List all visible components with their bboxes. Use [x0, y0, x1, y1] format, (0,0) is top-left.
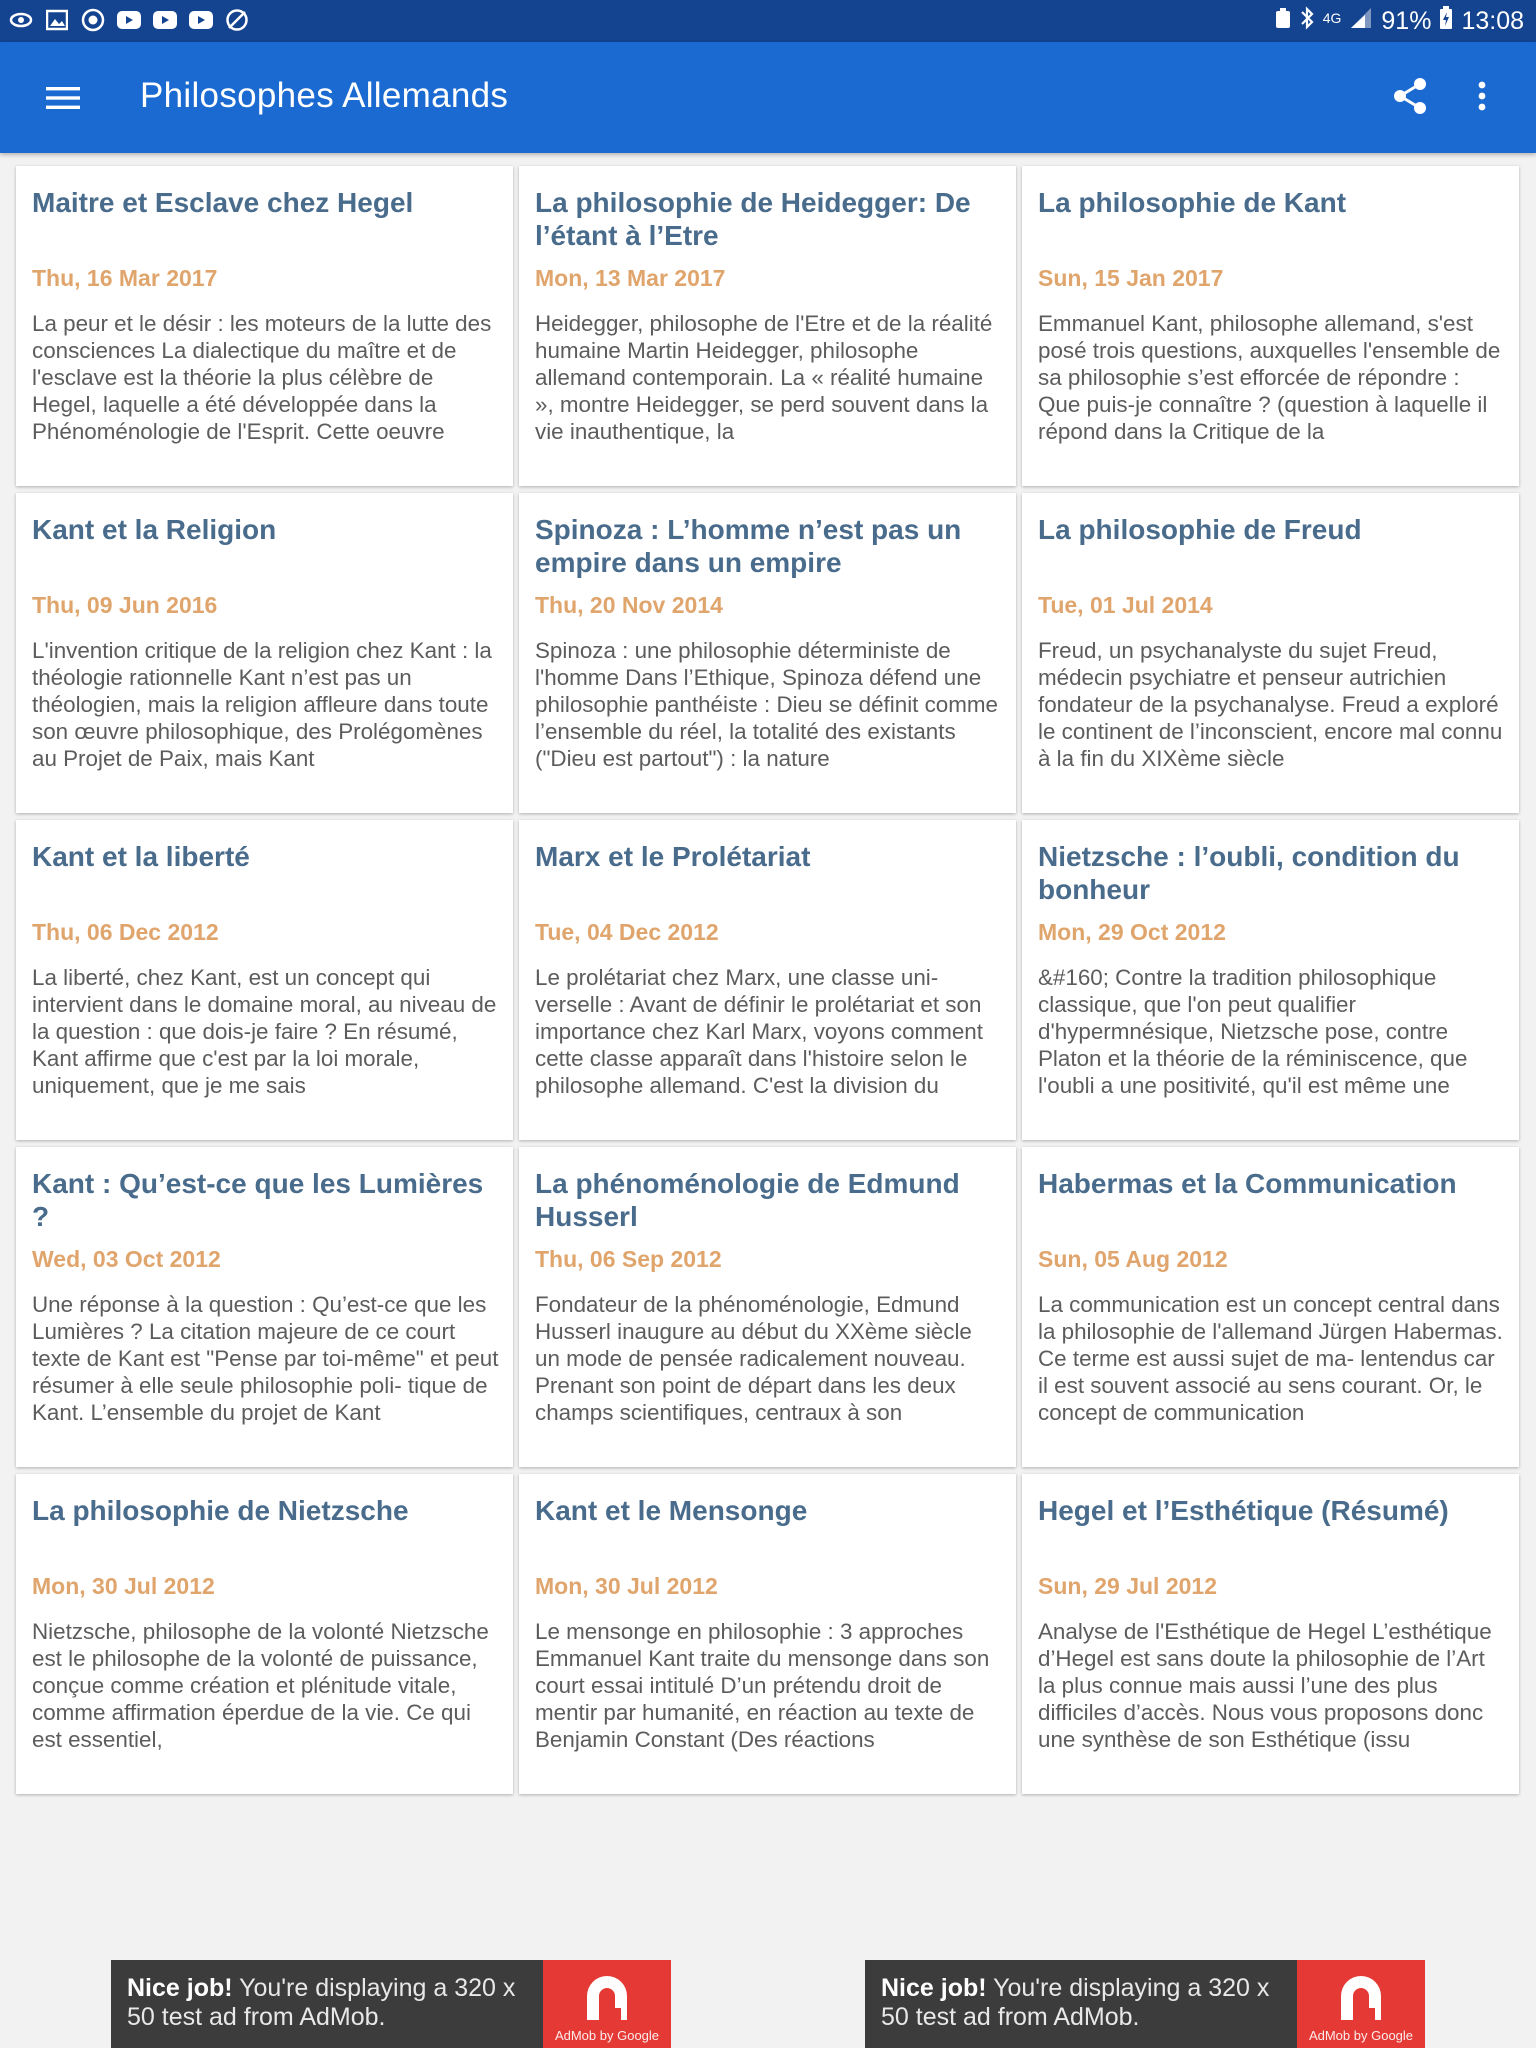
article-card[interactable] — [519, 820, 1016, 1140]
article-excerpt: L'invention critique de la religion chez Kant : la théologie rationnelle Kant n’est pas un théologien, mais la religion affleure dans toute son œuvre philosophique, des Prolégomènes au Projet de Paix, mais Kant — [32, 638, 492, 771]
signal-icon — [1349, 7, 1373, 36]
admob-logo — [543, 1960, 671, 2048]
article-date: Thu, 20 Nov 2014 — [535, 592, 723, 618]
sync-notification-icon — [8, 8, 34, 32]
article-card[interactable] — [519, 493, 1016, 813]
admob-logo — [1297, 1960, 1425, 2048]
article-date: Tue, 01 Jul 2014 — [1038, 592, 1213, 618]
article-date: Sun, 05 Aug 2012 — [1038, 1246, 1228, 1272]
blocked-notification-icon — [224, 8, 250, 32]
article-date: Sun, 15 Jan 2017 — [1038, 265, 1224, 291]
article-date: Sun, 29 Jul 2012 — [1038, 1573, 1217, 1599]
ad-headline: Nice job! — [881, 1974, 987, 2002]
article-title: La philosophie de Freud — [1038, 514, 1362, 545]
article-card[interactable] — [519, 1147, 1016, 1467]
article-title: Hegel et l’Esthétique (Résumé) — [1038, 1495, 1449, 1526]
ad-text — [127, 1974, 547, 2032]
article-title: La philosophie de Kant — [1038, 187, 1347, 218]
article-date: Thu, 06 Dec 2012 — [32, 919, 219, 945]
app-title: Philosophes Allemands — [140, 76, 509, 115]
article-excerpt: La peur et le désir : les moteurs de la lutte des consciences La dialectique du maître et de l'esclave est la théorie la plus célèbre de Hegel, laquelle a été développée dans la Phénoménologie de l'Esprit. Cette oeuvre — [32, 311, 492, 444]
notification-icons — [8, 8, 250, 32]
youtube-notification-icon — [116, 8, 142, 32]
article-excerpt: Fondateur de la phénoménologie, Edmund Husserl inaugure au début du XXème siècle un mode de pensée radicalement nouveau. Prenant son point de départ dans les deux champs scientifiques, centraux à son — [535, 1292, 972, 1425]
article-date: Mon, 29 Oct 2012 — [1038, 919, 1226, 945]
bluetooth-icon — [1299, 6, 1315, 37]
article-title: Kant et la Religion — [32, 514, 277, 545]
ad-text — [881, 1974, 1301, 2032]
article-excerpt: Une réponse à la question : Qu’est-ce que les Lumières ? La citation majeure de ce court texte de Kant est "Pense par toi-même" et peut résumer à elle seule philosophie poli- tique de Kant. L’ensemble du projet de Kant — [32, 1292, 499, 1425]
article-card[interactable] — [16, 1474, 513, 1794]
app-bar — [0, 42, 1536, 153]
target-notification-icon — [80, 8, 106, 32]
article-card[interactable] — [1022, 1474, 1519, 1794]
youtube-notification-icon — [152, 8, 178, 32]
ad-banner[interactable] — [111, 1960, 671, 2048]
article-card[interactable] — [16, 493, 513, 813]
alarm-icon — [1275, 7, 1291, 36]
article-date: Thu, 16 Mar 2017 — [32, 265, 218, 291]
ad-body: You're displaying a 320 x 50 test ad from AdMob. — [881, 1974, 1270, 2031]
article-date: Mon, 13 Mar 2017 — [535, 265, 726, 291]
admob-brand: AdMob by Google — [554, 2028, 660, 2043]
article-date: Thu, 06 Sep 2012 — [535, 1246, 722, 1272]
ad-body: You're displaying a 320 x 50 test ad from AdMob. — [127, 1974, 516, 2031]
article-title: Nietzsche : l’oubli, condition du bonheur — [1038, 841, 1460, 905]
youtube-notification-icon — [188, 8, 214, 32]
article-date: Mon, 30 Jul 2012 — [535, 1573, 718, 1599]
article-card[interactable] — [1022, 493, 1519, 813]
article-title: La philosophie de Heidegger: De l’étant à l’Etre — [535, 187, 971, 251]
article-excerpt: Analyse de l'Esthétique de Hegel L’esthétique d’Hegel est sans doute la philosophie de l’Art la plus connue mais aussi l’une des plus difficiles d’accès. Nous vous proposons donc une synthèse de son Esthétique (issu — [1038, 1619, 1492, 1752]
article-excerpt: La communication est un concept central dans la philosophie de l'allemand Jürgen Habermas. Ce terme est aussi sujet de ma- lentendus car il est souvent associé au sens courant. Or, le concept de communication — [1038, 1292, 1503, 1425]
network-type-label: 4G — [1322, 9, 1342, 26]
article-excerpt: Nietzsche, philosophe de la volonté Nietzsche est le philosophe de la volonté de puissance, conçue comme création et plénitude vitale, comme affirmation éperdue de la vie. Ce qui est essentiel, — [32, 1619, 489, 1752]
battery-charging-icon — [1439, 6, 1453, 37]
article-excerpt: Le mensonge en philosophie : 3 approches Emmanuel Kant traite du mensonge dans son court essai intitulé D’un prétendu droit de mentir par humanité, en réaction au texte de Benjamin Constant (Des réactions — [535, 1619, 990, 1752]
article-title: Habermas et la Communication — [1038, 1168, 1457, 1199]
ad-headline: Nice job! — [127, 1974, 233, 2002]
image-notification-icon — [44, 8, 70, 32]
share-button[interactable] — [1388, 74, 1432, 118]
hamburger-menu-icon — [46, 86, 80, 110]
article-excerpt: Spinoza : une philosophie déterministe de l'homme Dans l’Ethique, Spinoza défend une philosophie panthéiste : Dieu se définit comme l’ensemble du réel, la totalité des existants ("Dieu est partout") : la nature — [535, 638, 999, 771]
article-card[interactable] — [519, 1474, 1016, 1794]
article-title: Spinoza : L’homme n’est pas un empire dans un empire — [535, 514, 962, 578]
article-excerpt: La liberté, chez Kant, est un concept qui intervient dans le domaine moral, au niveau de la question : que dois-je faire ? En résumé, Kant affirme que c'est par la loi morale, uniquement, que je me sais — [32, 965, 497, 1098]
article-card[interactable] — [16, 1147, 513, 1467]
article-date: Tue, 04 Dec 2012 — [535, 919, 719, 945]
status-bar — [0, 0, 1536, 42]
battery-percent: 91% — [1381, 7, 1432, 35]
article-title: Kant : Qu’est-ce que les Lumières ? — [32, 1168, 484, 1232]
system-status — [1275, 6, 1524, 37]
admob-icon — [579, 1970, 635, 2024]
article-title: Maitre et Esclave chez Hegel — [32, 187, 414, 218]
share-icon — [1392, 77, 1428, 115]
article-date: Thu, 09 Jun 2016 — [32, 592, 218, 618]
article-title: La philosophie de Nietzsche — [32, 1495, 409, 1526]
article-title: La phénoménologie de Edmund Husserl — [535, 1168, 960, 1232]
article-title: Kant et le Mensonge — [535, 1495, 808, 1526]
admob-icon — [1333, 1970, 1389, 2024]
article-card[interactable] — [519, 166, 1016, 486]
article-date: Wed, 03 Oct 2012 — [32, 1246, 221, 1272]
article-excerpt: &#160; Contre la tradition philosophique classique, que l'on peut qualifier d'hypermnésique, Nietzsche pose, contre Platon et la théorie de la réminiscence, que l'oubli a une positivité, qu'il est même une — [1038, 965, 1468, 1098]
more-options-button[interactable] — [1466, 74, 1498, 118]
article-card[interactable] — [16, 820, 513, 1140]
article-title: Kant et la liberté — [32, 841, 250, 872]
articles-grid — [16, 166, 1520, 1794]
admob-brand: AdMob by Google — [1308, 2028, 1414, 2043]
more-vert-icon — [1477, 81, 1487, 111]
article-excerpt: Le prolétariat chez Marx, une classe uni- verselle : Avant de définir le prolétariat et son importance chez Karl Marx, voyons comment cette classe apparaît dans l'histoire selon le philosophe allemand. C'est la division du — [535, 965, 983, 1098]
article-card[interactable] — [1022, 1147, 1519, 1467]
article-title: Marx et le Prolétariat — [535, 841, 811, 872]
clock: 13:08 — [1461, 7, 1524, 35]
article-card[interactable] — [1022, 820, 1519, 1140]
article-excerpt: Emmanuel Kant, philosophe allemand, s'est posé trois questions, auxquelles l'ensemble de sa philosophie s’est efforcée de répondre : Que puis-je connaître ? (question à laquelle il répond dans la Critique de la — [1038, 311, 1501, 444]
article-excerpt: Freud, un psychanalyste du sujet Freud, médecin psychiatre et penseur autrichien fondateur de la psychanalyse. Freud a exploré le continent de l’inconscient, encore mal connu à la fin du XIXème siècle — [1038, 638, 1503, 771]
menu-button[interactable] — [40, 78, 86, 118]
ad-banner[interactable] — [865, 1960, 1425, 2048]
article-card[interactable] — [1022, 166, 1519, 486]
article-excerpt: Heidegger, philosophe de l'Etre et de la réalité humaine Martin Heidegger, philosophe allemand contemporain. La « réalité humaine », montre Heidegger, se perd souvent dans la vie inauthentique, la — [535, 311, 993, 444]
article-date: Mon, 30 Jul 2012 — [32, 1573, 215, 1599]
article-card[interactable] — [16, 166, 513, 486]
